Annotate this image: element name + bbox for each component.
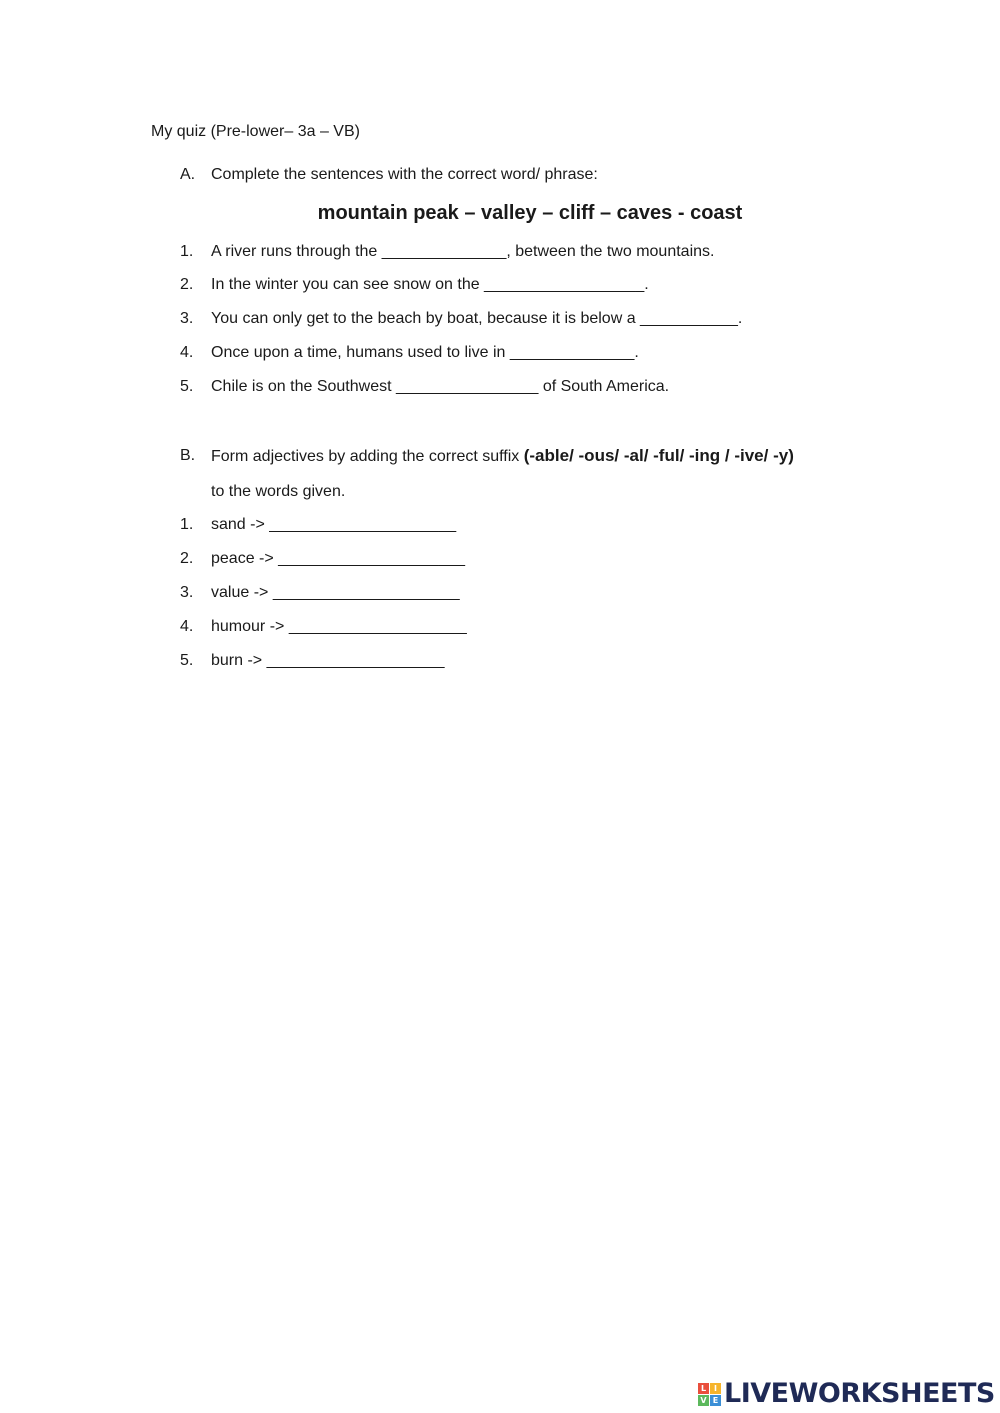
item-number: 5. (180, 652, 194, 669)
logo-mark-letter: V (698, 1395, 709, 1406)
quiz-title: My quiz (Pre-lower– 3a – VB) (151, 123, 360, 140)
suffix-list: (-able/ -ous/ -al/ -ful/ -ing / -ive/ -y) (523, 446, 794, 465)
item-number: 2. (180, 550, 194, 567)
logo-mark-letter: E (710, 1395, 721, 1406)
item-number: 5. (180, 378, 194, 395)
item-sentence: You can only get to the beach by boat, because it is below a ___________. (211, 310, 743, 327)
item-word: humour -> ____________________ (211, 618, 467, 635)
item-word: peace -> _____________________ (211, 550, 466, 567)
item-number: 1. (180, 516, 194, 533)
logo-mark-letter: L (698, 1383, 709, 1394)
item-number: 3. (180, 584, 194, 601)
item-sentence: In the winter you can see snow on the __________________. (211, 276, 649, 293)
item-sentence: Chile is on the Southwest ________________ of South America. (211, 378, 670, 395)
section-a-letter: A. (180, 166, 196, 183)
section-b-letter: B. (180, 447, 196, 464)
item-sentence: A river runs through the ______________, between the two mountains. (211, 243, 715, 260)
item-number: 1. (180, 243, 194, 260)
item-number: 3. (180, 310, 194, 327)
item-number: 4. (180, 618, 194, 635)
liveworksheets-logo[interactable] (698, 1378, 995, 1410)
section-b-instruction (211, 445, 794, 468)
section-b-instruction-line2: to the words given. (211, 483, 346, 500)
section-b-instruction-text: Form adjectives by adding the correct suffix (211, 448, 524, 465)
item-word: burn -> ____________________ (211, 652, 445, 669)
item-sentence: Once upon a time, humans used to live in ______________. (211, 344, 639, 361)
word-bank: mountain peak – valley – cliff – caves - coast (317, 202, 743, 224)
logo-mark-icon (698, 1383, 721, 1406)
logo-mark-letter: I (710, 1383, 721, 1394)
item-word: sand -> _____________________ (211, 516, 457, 533)
section-a-instruction: Complete the sentences with the correct word/ phrase: (211, 166, 598, 183)
item-number: 4. (180, 344, 194, 361)
logo-text: LIVEWORKSHEETS (724, 1378, 995, 1409)
item-number: 2. (180, 276, 194, 293)
item-word: value -> _____________________ (211, 584, 460, 601)
